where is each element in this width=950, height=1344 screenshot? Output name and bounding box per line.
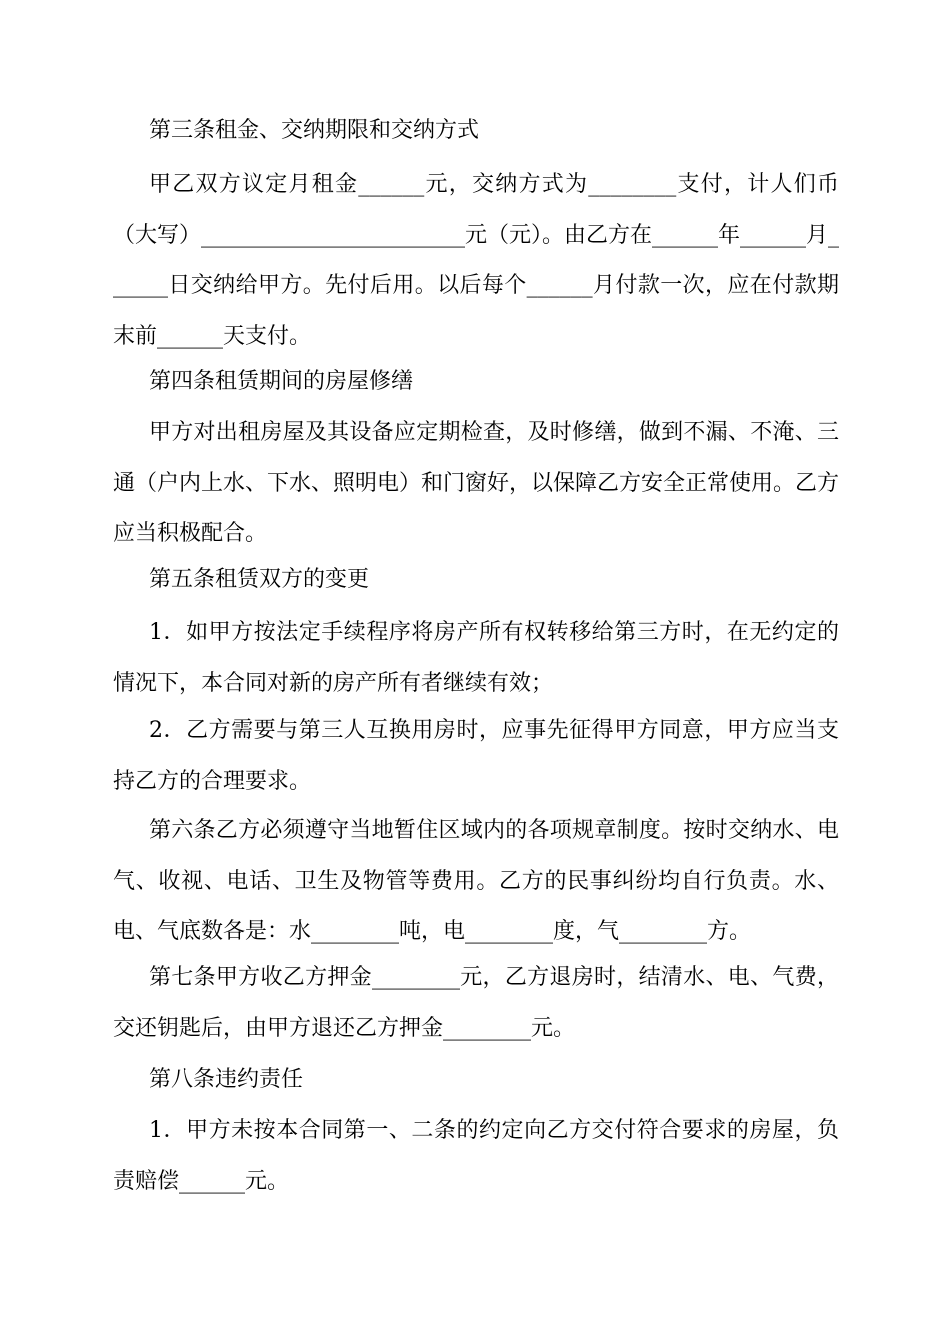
section-5-item-2: 2．乙方需要与第三人互换用房时，应事先征得甲方同意，甲方应当支持乙方的合理要求。	[113, 718, 839, 794]
section-3-body: 甲乙双方议定月租金______元，交纳方式为________支付，计人们币（大写）________________________元（元）。由乙方在______年______月______日交纳给甲方。先付后用。以后每个______月付款一次，应在付款期末前______天支付。	[113, 172, 840, 349]
section-4-heading: 第四条租赁期间的房屋修缮	[149, 369, 414, 394]
section-8-heading: 第八条违约责任	[149, 1067, 304, 1092]
section-7-body: 第七条甲方收乙方押金________元，乙方退房时，结清水、电、气费，交还钥匙后，由甲方退还乙方押金________元。	[113, 965, 839, 1041]
section-5-item-1: 1．如甲方按法定手续程序将房产所有权转移给第三方时，在无约定的情况下，本合同对新的房产所有者继续有效；	[113, 620, 839, 696]
section-6-body: 第六条乙方必须遵守当地暂住区域内的各项规章制度。按时交纳水、电气、收视、电话、卫生及物管等费用。乙方的民事纠纷均自行负责。水、电、气底数各是：水________吨，电________度，气________方。	[113, 818, 839, 944]
section-8-item-1: 1．甲方未按本合同第一、二条的约定向乙方交付符合要求的房屋，负责赔偿______元。	[113, 1118, 839, 1194]
section-5-heading: 第五条租赁双方的变更	[149, 567, 370, 592]
section-4-body: 甲方对出租房屋及其设备应定期检查，及时修缮，做到不漏、不淹、三通（户内上水、下水、照明电）和门窗好，以保障乙方安全正常使用。乙方应当积极配合。	[113, 420, 840, 546]
section-3-heading: 第三条租金、交纳期限和交纳方式	[149, 118, 480, 143]
